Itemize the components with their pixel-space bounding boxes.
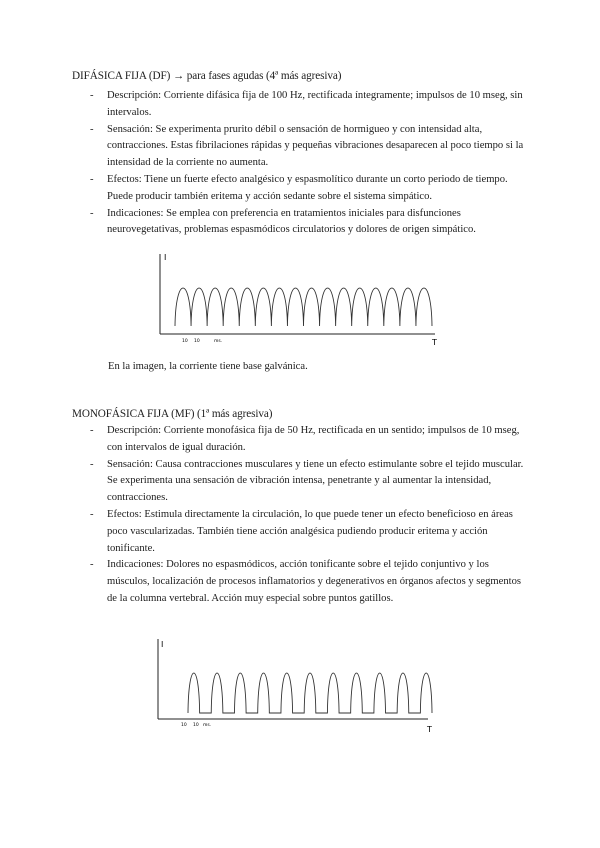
bullet-descripcion-df: - Descripción: Corriente difásica fija de 100 Hz, rectificada íntegramente; impulsos de 10 mseg, sin intervalos. (90, 88, 530, 122)
x-axis-label: T (427, 725, 432, 734)
y-axis-label: I (161, 640, 164, 649)
y-axis-label: I (164, 253, 167, 262)
tick-label-unit: ms. (203, 723, 212, 728)
figure-note-df: En la imagen, la corriente tiene base galvánica. (108, 361, 308, 372)
bullet-sensacion-mf: - Sensación: Causa contracciones musculares y tiene un efecto estimulante sobre el tejido muscular. Se experimenta una sensación de vibración intensa, penetrante y al aumentar la intensidad, contracciones. (90, 457, 530, 507)
tick-label-gap: 10 (194, 339, 200, 344)
bullet-descripcion-mf: - Descripción: Corriente monofásica fija de 50 Hz, rectificada en un sentido; impulsos de 10 mseg, con intervalos de igual duración. (90, 423, 530, 457)
bullet-indicaciones-mf: - Indicaciones: Dolores no espasmódicos, acción tonificante sobre el tejido conjuntivo y los músculos, localización de procesos inflamatorios y degenerativos en órganos afectos y segmentos de la columna vertebral. Acción muy especial sobre puntos gatillos. (90, 557, 530, 607)
pulse-train (188, 673, 432, 713)
bullet-list-mf (90, 423, 530, 608)
bullet-efectos-df: - Efectos: Tiene un fuerte efecto analgésico y espasmolítico durante un corto periodo de tiempo. Puede producir también eritema y acción sedante sobre el sistema simpático. (90, 172, 530, 206)
bullet-indicaciones-df: - Indicaciones: Se emplea con preferencia en tratamientos iniciales para disfunciones neurovegetativas, problemas espasmódicos circulatorios y dolores de origen simpático. (90, 206, 530, 240)
section-title-mf: MONOFÁSICA FIJA (MF) (1ª más agresiva) (72, 408, 273, 420)
bullet-efectos-mf: - Efectos: Estimula directamente la circulación, lo que puede tener un efecto beneficioso en áreas poco vascularizadas. También tiene acción analgésica pudiendo producir eritema y acción tonificante. (90, 507, 530, 557)
bullet-sensacion-df: - Sensación: Se experimenta prurito débil o sensación de hormigueo y con intensidad alta, contracciones. Estas fibrilaciones rápidas y pequeñas vibraciones desaparecen al poco tiempo si la intensidad de la corriente no aumenta. (90, 122, 530, 172)
pulse-train (175, 288, 432, 326)
tick-label-unit: ms. (214, 339, 223, 344)
tick-label-gap: 10 (193, 723, 199, 728)
tick-label-pulse: 10 (182, 339, 188, 344)
waveform-figure-df (150, 248, 450, 348)
tick-label-pulse: 10 (181, 723, 187, 728)
waveform-figure-mf (148, 633, 448, 743)
x-axis-label: T (432, 338, 437, 347)
section-title-df: DIFÁSICA FIJA (DF) → para fases agudas (4ª más agresiva) (72, 70, 342, 82)
bullet-list-df (90, 88, 530, 239)
